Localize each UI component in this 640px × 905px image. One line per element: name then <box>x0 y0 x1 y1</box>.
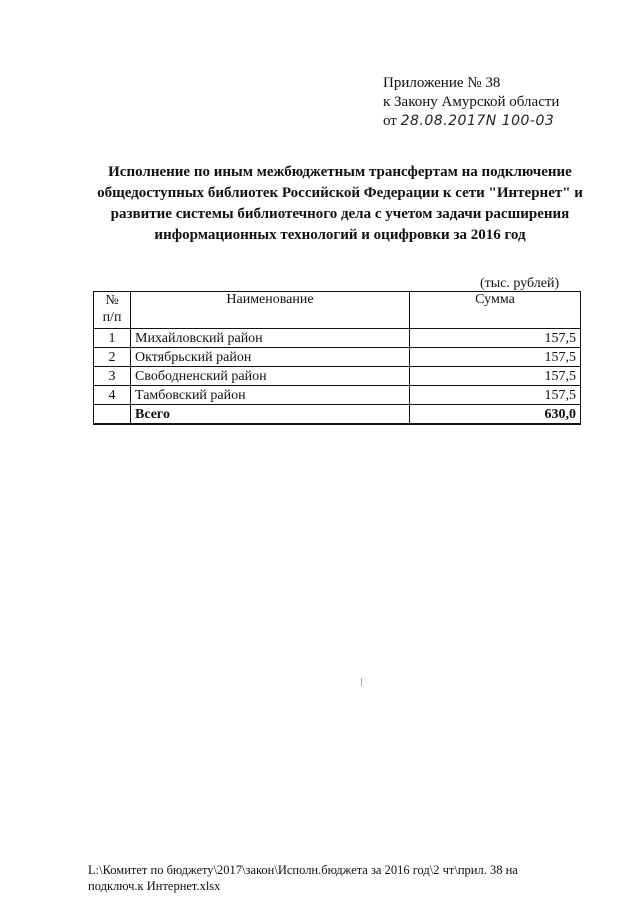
handwritten-date: 28.08.2017 <box>400 113 486 129</box>
header-number-abbr: п/п <box>102 310 122 325</box>
row-number: 1 <box>94 329 131 348</box>
handwritten-law-number: N 100-03 <box>485 113 555 129</box>
total-sum: 630,0 <box>410 405 581 425</box>
table-total-row <box>94 405 581 425</box>
row-number: 2 <box>94 348 131 367</box>
row-sum: 157,5 <box>410 386 581 405</box>
header-name: Наименование <box>131 292 410 329</box>
document-title: Исполнение по иным межбюджетным трансфертам на подключение общедоступных библиотек Российской Федерации к сети "Интернет" и развитие системы библиотечного дела с учетом задачи расширения информационных технологий и оцифровки за 2016 год <box>97 164 583 243</box>
header-number <box>94 292 131 329</box>
appendix-number: Приложение № 38 <box>383 75 501 91</box>
table-row <box>94 348 581 367</box>
table-header-row <box>94 292 581 329</box>
row-number: 3 <box>94 367 131 386</box>
transfers-table <box>93 291 581 425</box>
total-label: Всего <box>131 405 410 425</box>
row-name: Свободненский район <box>131 367 410 386</box>
appendix-date-line <box>383 112 559 131</box>
table-row <box>94 386 581 405</box>
header-number-symbol: № <box>105 293 119 308</box>
file-path-footer: L:\Комитет по бюджету\2017\закон\Исполн.бюджета за 2016 год\2 чт\прил. 38 на подключ.к Интернет.xlsx <box>88 863 518 893</box>
row-sum: 157,5 <box>410 367 581 386</box>
appendix-law-reference: к Закону Амурской области <box>383 94 560 110</box>
scan-artifact-mark <box>361 678 362 686</box>
row-name: Тамбовский район <box>131 386 410 405</box>
row-sum: 157,5 <box>410 329 581 348</box>
header-sum: Сумма <box>410 292 581 329</box>
units-label: (тыс. рублей) <box>480 276 560 291</box>
row-sum: 157,5 <box>410 348 581 367</box>
row-name: Михайловский район <box>131 329 410 348</box>
appendix-block <box>383 74 559 131</box>
row-name: Октябрьский район <box>131 348 410 367</box>
table-row <box>94 329 581 348</box>
appendix-date-prefix: от <box>383 113 397 129</box>
total-number-empty <box>94 405 131 425</box>
row-number: 4 <box>94 386 131 405</box>
table-row <box>94 367 581 386</box>
